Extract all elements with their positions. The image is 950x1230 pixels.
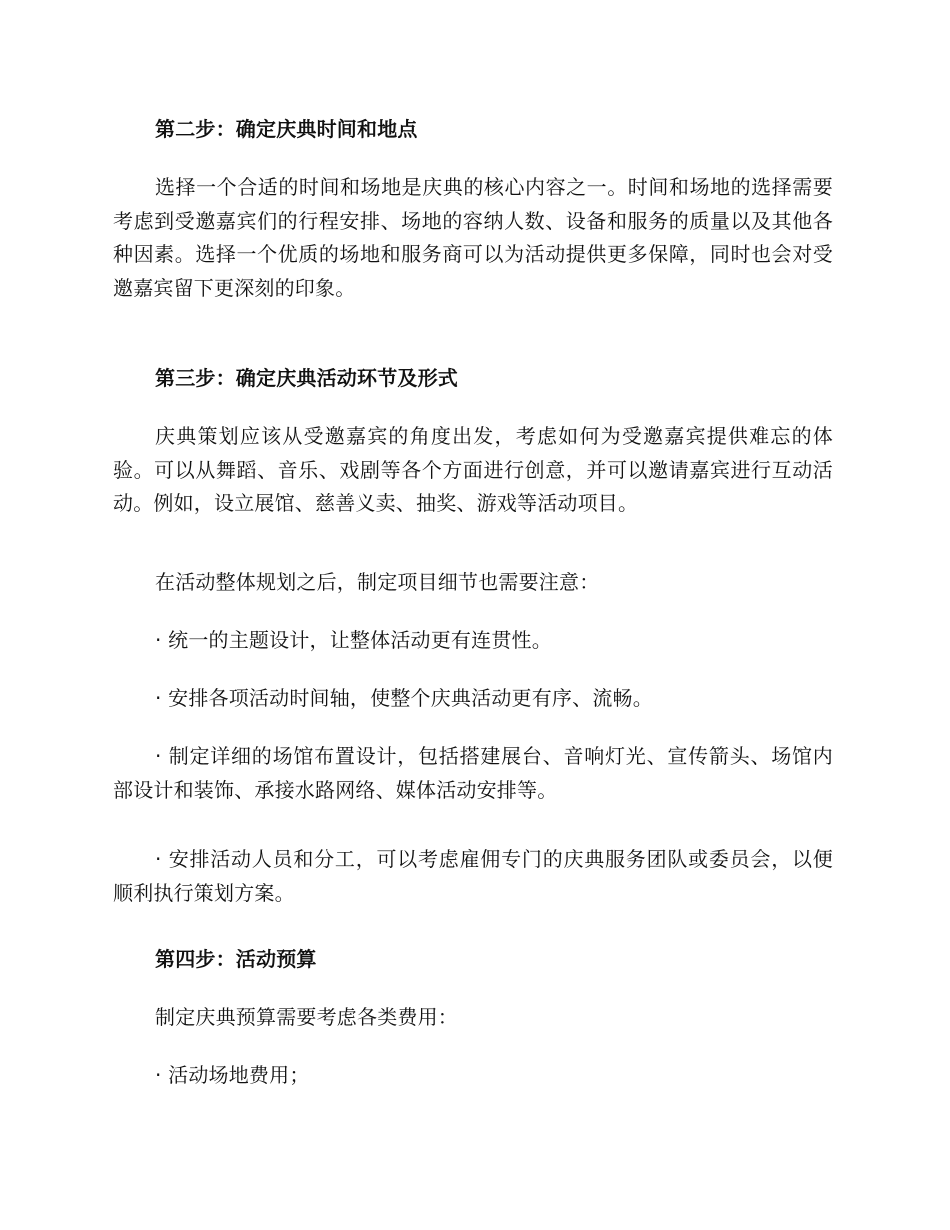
list-item-venue-layout: · 制定详细的场馆布置设计，包括搭建展台、音响灯光、宣传箭头、场馆内部设计和装饰、承接水路网络、媒体活动安排等。	[113, 744, 833, 802]
paragraph-details-intro: 在活动整体规划之后，制定项目细节也需要注意：	[155, 570, 600, 594]
section-heading-step-3: 第三步：确定庆典活动环节及形式	[155, 366, 458, 390]
paragraph-budget-intro: 制定庆典预算需要考虑各类费用：	[155, 1005, 458, 1029]
list-item-theme-design: · 统一的主题设计，让整体活动更有连贯性。	[155, 628, 552, 652]
list-item-venue-cost: · 活动场地费用；	[155, 1063, 310, 1087]
section-heading-step-4: 第四步：活动预算	[155, 947, 317, 971]
list-item-timeline: · 安排各项活动时间轴，使整个庆典活动更有序、流畅。	[155, 686, 653, 710]
paragraph-venue-time: 选择一个合适的时间和场地是庆典的核心内容之一。时间和场地的选择需要考虑到受邀嘉宾们的行程安排、场地的容纳人数、设备和服务的质量以及其他各种因素。选择一个优质的场地和服务商可以为活动提供更多保障，同时也会对受邀嘉宾留下更深刻的印象。	[113, 175, 833, 300]
paragraph-activity-format: 庆典策划应该从受邀嘉宾的角度出发，考虑如何为受邀嘉宾提供难忘的体验。可以从舞蹈、音乐、戏剧等各个方面进行创意，并可以邀请嘉宾进行互动活动。例如，设立展馆、慈善义卖、抽奖、游戏等活动项目。	[113, 424, 833, 515]
list-item-staffing: · 安排活动人员和分工，可以考虑雇佣专门的庆典服务团队或委员会，以便顺利执行策划方案。	[113, 847, 833, 905]
section-heading-step-2: 第二步：确定庆典时间和地点	[155, 117, 418, 141]
